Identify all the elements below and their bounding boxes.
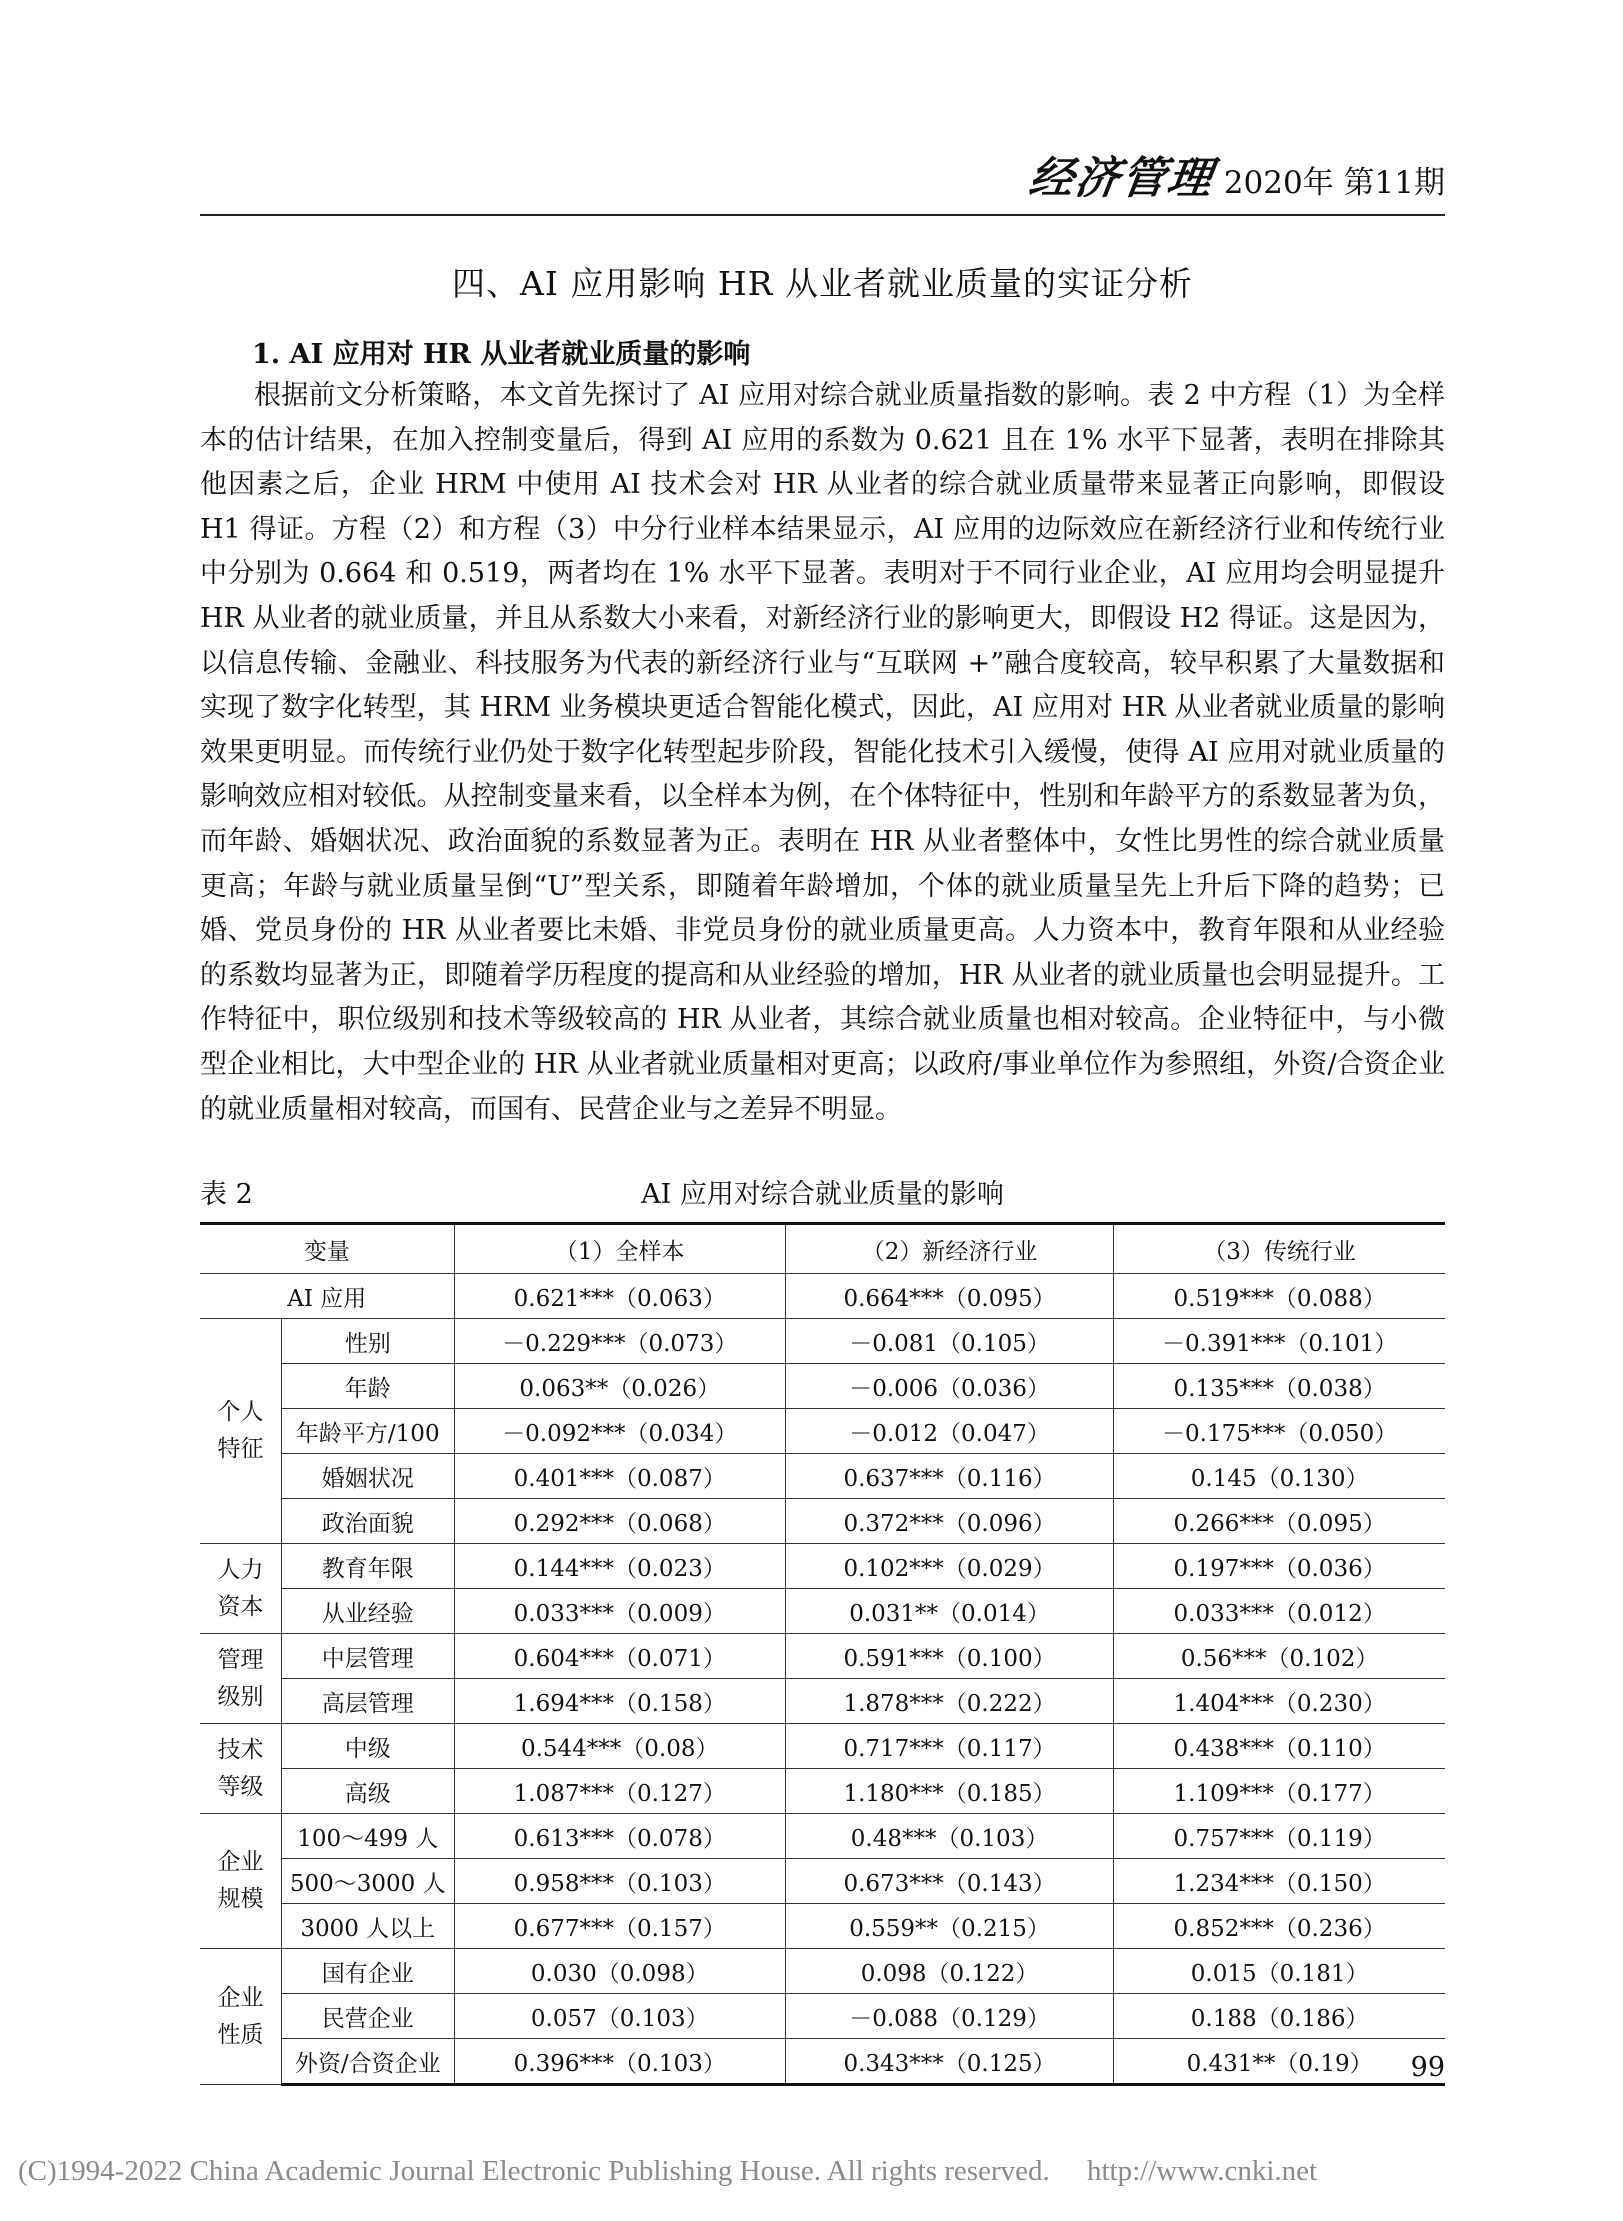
value-cell: －0.088（0.129） — [785, 1994, 1113, 2039]
body-paragraph: 根据前文分析策略，本文首先探讨了 AI 应用对综合就业质量指数的影响。表 2 中方程（1）为全样本的估计结果，在加入控制变量后，得到 AI 应用的系数为 0.621 且在 1% 水平下显著，表明在排除其他因素之后，企业 HRM 中使用 AI 技术会对 HR 从业者的综合就业质量带来显著正向影响，即假设 H1 得证。方程（2）和方程（3）中分行业样本结果显示，AI 应用的边际效应在新经济行业和传统行业中分别为 0.664 和 0.519，两者均在 1% 水平下显著。表明对于不同行业企业，AI 应用均会明显提升 HR 从业者的就业质量，并且从系数大小来看，对新经济行业的影响更大，即假设 H2 得证。这是因为，以信息传输、金融业、科技服务为代表的新经济行业与“互联网 +”融合度较高，较早积累了大量数据和实现了数字化转型，其 HRM 业务模块更适合智能化模式，因此，AI 应用对 HR 从业者就业质量的影响效果更明显。而传统行业仍处于数字化转型起步阶段，智能化技术引入缓慢，使得 AI 应用对就业质量的影响效应相对较低。从控制变量来看，以全样本为例，在个体特征中，性别和年龄平方的系数显著为负，而年龄、婚姻状况、政治面貌的系数显著为正。表明在 HR 从业者整体中，女性比男性的综合就业质量更高；年龄与就业质量呈倒“U”型关系，即随着年龄增加，个体的就业质量呈先上升后下降的趋势；已婚、党员身份的 HR 从业者要比未婚、非党员身份的就业质量更高。人力资本中，教育年限和从业经验的系数均显著为正，即随着学历程度的提高和从业经验的增加，HR 从业者的就业质量也会明显提升。工作特征中，职位级别和技术等级较高的 HR 从业者，其综合就业质量也相对较高。企业特征中，与小微型企业相比，大中型企业的 HR 从业者就业质量相对更高；以政府/事业单位作为参照组，外资/合资企业的就业质量相对较高，而国有、民营企业与之差异不明显。 — [200, 380, 1445, 1125]
variable-cell: 3000 人以上 — [281, 1904, 454, 1949]
table-row — [200, 1724, 1445, 1769]
table-row — [200, 1589, 1445, 1634]
value-cell: 1.404***（0.230） — [1114, 1679, 1445, 1724]
table-row — [200, 1859, 1445, 1904]
value-cell: 0.030（0.098） — [454, 1949, 785, 1994]
value-cell: 0.958***（0.103） — [454, 1859, 785, 1904]
copyright-notice: (C)1994-2022 China Academic Journal Electronic Publishing House. All rights reserved. — [18, 2155, 1050, 2187]
value-cell: －0.391***（0.101） — [1114, 1319, 1445, 1364]
variable-cell: 民营企业 — [281, 1994, 454, 2039]
value-cell: 0.544***（0.08） — [454, 1724, 785, 1769]
group-label: 管理 级别 — [200, 1634, 281, 1724]
value-cell: 0.717***（0.117） — [785, 1724, 1113, 1769]
value-cell: 0.559**（0.215） — [785, 1904, 1113, 1949]
subsection-title: 1. AI 应用对 HR 从业者就业质量的影响 — [252, 339, 751, 370]
variable-cell: 从业经验 — [281, 1589, 454, 1634]
table-row — [200, 1634, 1445, 1679]
variable-cell: 高级 — [281, 1769, 454, 1814]
variable-cell: 100～499 人 — [281, 1814, 454, 1859]
table-row — [200, 1904, 1445, 1949]
table-row — [200, 1364, 1445, 1409]
value-cell: 1.087***（0.127） — [454, 1769, 785, 1814]
value-cell: 0.144***（0.023） — [454, 1544, 785, 1589]
value-cell: －0.081（0.105） — [785, 1319, 1113, 1364]
variable-cell: 外资/合资企业 — [281, 2039, 454, 2085]
value-cell: 0.015（0.181） — [1114, 1949, 1445, 1994]
value-cell: 0.033***（0.012） — [1114, 1589, 1445, 1634]
value-cell: 0.343***（0.125） — [785, 2039, 1113, 2085]
group-label: 企业 规模 — [200, 1814, 281, 1949]
table-row — [200, 1679, 1445, 1724]
value-cell: 0.591***（0.100） — [785, 1634, 1113, 1679]
value-cell: 0.292***（0.068） — [454, 1499, 785, 1544]
header-cell: （3）传统行业 — [1114, 1224, 1445, 1274]
value-cell: 0.613***（0.078） — [454, 1814, 785, 1859]
page-header — [200, 142, 1445, 216]
value-cell: 1.180***（0.185） — [785, 1769, 1113, 1814]
value-cell: 0.401***（0.087） — [454, 1454, 785, 1499]
value-cell: 0.057（0.103） — [454, 1994, 785, 2039]
variable-cell: AI 应用 — [200, 1274, 454, 1319]
group-label: 企业 性质 — [200, 1949, 281, 2085]
value-cell: 0.188（0.186） — [1114, 1994, 1445, 2039]
footer-link[interactable]: http://www.cnki.net — [1086, 2155, 1318, 2187]
value-cell: 0.033***（0.009） — [454, 1589, 785, 1634]
variable-cell: 中级 — [281, 1724, 454, 1769]
variable-cell: 教育年限 — [281, 1544, 454, 1589]
variable-cell: 500～3000 人 — [281, 1859, 454, 1904]
variable-cell: 中层管理 — [281, 1634, 454, 1679]
value-cell: 1.694***（0.158） — [454, 1679, 785, 1724]
value-cell: 0.396***（0.103） — [454, 2039, 785, 2085]
value-cell: 0.852***（0.236） — [1114, 1904, 1445, 1949]
value-cell: 0.48***（0.103） — [785, 1814, 1113, 1859]
section-title: 四、AI 应用影响 HR 从业者就业质量的实证分析 — [452, 264, 1193, 303]
value-cell: －0.175***（0.050） — [1114, 1409, 1445, 1454]
journal-logo: 经济管理 — [1025, 153, 1217, 204]
variable-cell: 国有企业 — [281, 1949, 454, 1994]
table-row — [200, 1409, 1445, 1454]
table-row — [200, 1544, 1445, 1589]
variable-cell: 婚姻状况 — [281, 1454, 454, 1499]
group-label: 技术 等级 — [200, 1724, 281, 1814]
table-row — [200, 1949, 1445, 1994]
group-label: 人力 资本 — [200, 1544, 281, 1634]
value-cell: 0.637***（0.116） — [785, 1454, 1113, 1499]
value-cell: 0.372***（0.096） — [785, 1499, 1113, 1544]
header-cell: 变量 — [200, 1224, 454, 1274]
header-cell: （2）新经济行业 — [785, 1224, 1113, 1274]
group-label: 个人 特征 — [200, 1319, 281, 1544]
value-cell: 0.757***（0.119） — [1114, 1814, 1445, 1859]
value-cell: 1.234***（0.150） — [1114, 1859, 1445, 1904]
page-footer — [18, 2155, 1317, 2188]
table-row — [200, 1769, 1445, 1814]
value-cell: 0.56***（0.102） — [1114, 1634, 1445, 1679]
table-body — [200, 1224, 1445, 2085]
variable-cell: 政治面貌 — [281, 1499, 454, 1544]
table-header-row — [200, 1224, 1445, 1274]
header-cell: （1）全样本 — [454, 1224, 785, 1274]
value-cell: 0.519***（0.088） — [1114, 1274, 1445, 1319]
page-number: 99 — [1410, 2052, 1445, 2083]
value-cell: 0.431**（0.19） — [1114, 2039, 1445, 2085]
table-row — [200, 1499, 1445, 1544]
table-label: 表 2 — [200, 1179, 253, 1210]
table-row — [200, 1274, 1445, 1319]
value-cell: 1.109***（0.177） — [1114, 1769, 1445, 1814]
value-cell: 1.878***（0.222） — [785, 1679, 1113, 1724]
value-cell: －0.092***（0.034） — [454, 1409, 785, 1454]
value-cell: －0.006（0.036） — [785, 1364, 1113, 1409]
journal-masthead — [1025, 142, 1445, 206]
table-row — [200, 1454, 1445, 1499]
value-cell: 0.266***（0.095） — [1114, 1499, 1445, 1544]
table-row — [200, 2039, 1445, 2085]
value-cell: 0.197***（0.036） — [1114, 1544, 1445, 1589]
table-row — [200, 1319, 1445, 1364]
value-cell: 0.135***（0.038） — [1114, 1364, 1445, 1409]
table-row — [200, 1994, 1445, 2039]
value-cell: 0.664***（0.095） — [785, 1274, 1113, 1319]
table-caption: AI 应用对综合就业质量的影响 — [641, 1179, 1004, 1210]
table-row — [200, 1814, 1445, 1859]
variable-cell: 年龄平方/100 — [281, 1409, 454, 1454]
value-cell: 0.673***（0.143） — [785, 1859, 1113, 1904]
value-cell: 0.145（0.130） — [1114, 1454, 1445, 1499]
variable-cell: 年龄 — [281, 1364, 454, 1409]
value-cell: 0.604***（0.071） — [454, 1634, 785, 1679]
value-cell: 0.063**（0.026） — [454, 1364, 785, 1409]
variable-cell: 高层管理 — [281, 1679, 454, 1724]
value-cell: －0.012（0.047） — [785, 1409, 1113, 1454]
value-cell: 0.102***（0.029） — [785, 1544, 1113, 1589]
issue-label: 2020年 第11期 — [1223, 165, 1445, 201]
variable-cell: 性别 — [281, 1319, 454, 1364]
value-cell: 0.621***（0.063） — [454, 1274, 785, 1319]
value-cell: 0.677***（0.157） — [454, 1904, 785, 1949]
value-cell: －0.229***（0.073） — [454, 1319, 785, 1364]
value-cell: 0.031**（0.014） — [785, 1589, 1113, 1634]
value-cell: 0.438***（0.110） — [1114, 1724, 1445, 1769]
value-cell: 0.098（0.122） — [785, 1949, 1113, 1994]
results-table — [200, 1222, 1445, 2086]
